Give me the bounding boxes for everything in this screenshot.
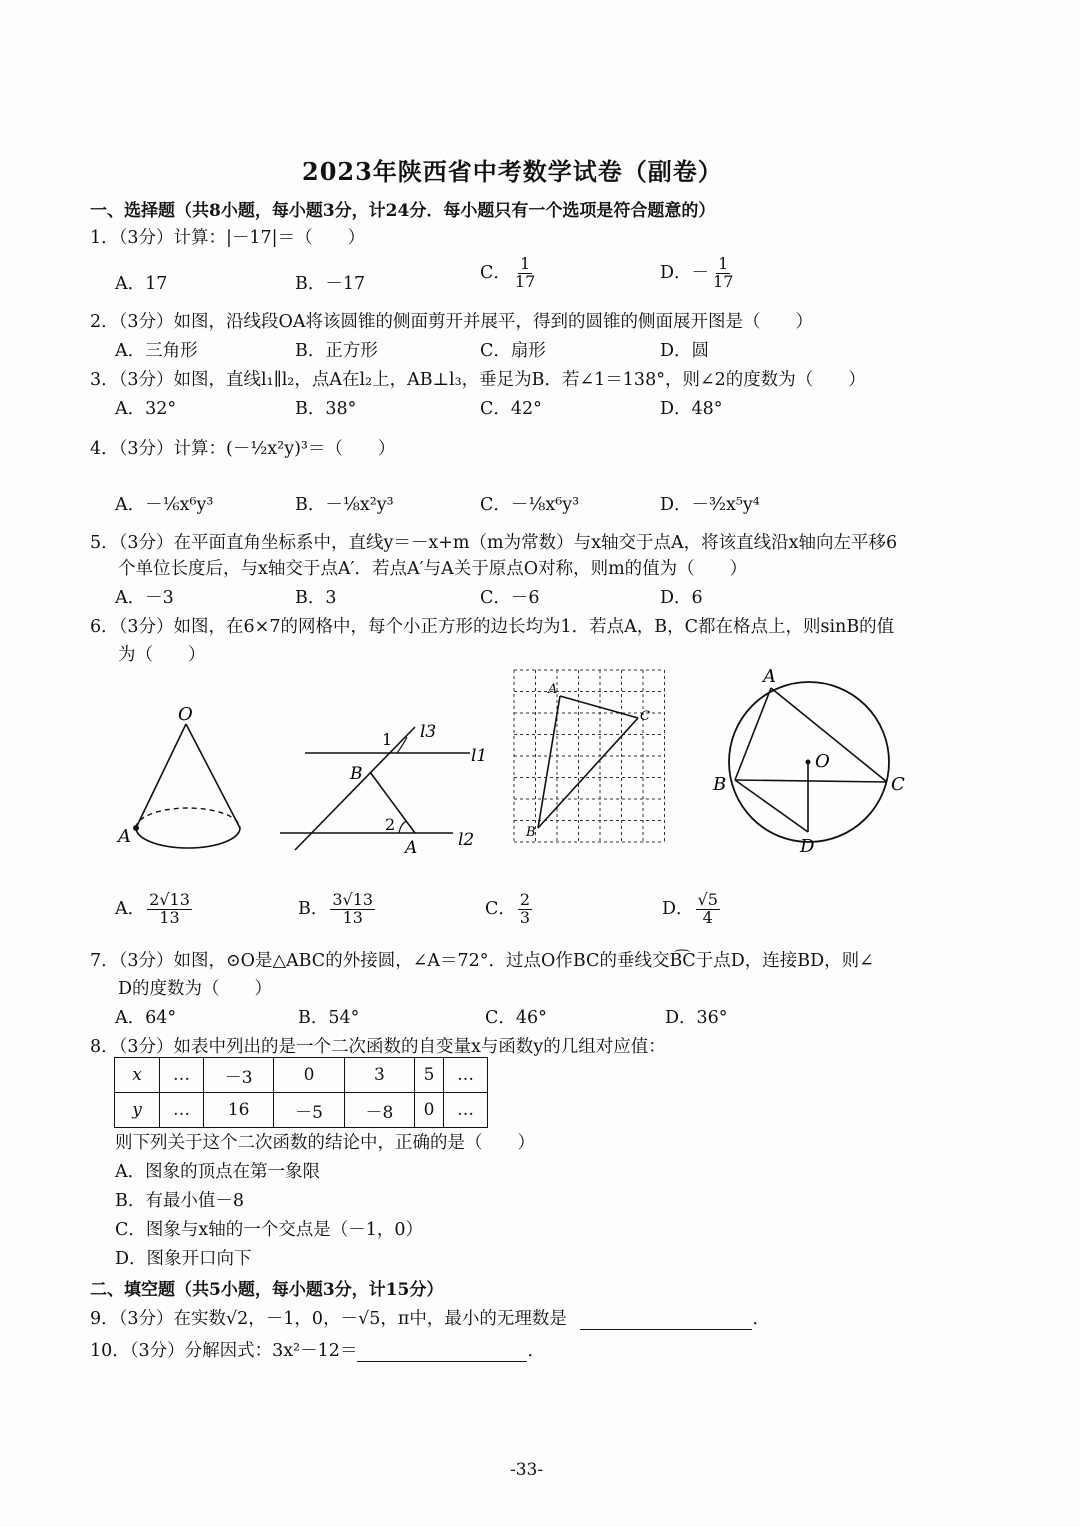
section-1-heading: 一、选择题（共8小题，每小题3分，计24分．每小题只有一个选项是符合题意的） (90, 201, 716, 221)
q6-b-numerator: 3√13 (332, 890, 374, 909)
q1-option-d-label: D．－ (660, 262, 710, 283)
question-6-line-2: 为（ ） (118, 645, 206, 665)
question-7-line-1: 7．（3分）如图，⊙O是△ABC的外接圆，∠A＝72°．过点O作BC的垂线交B͡C于点D，连接BD，则∠ (90, 951, 874, 971)
question-3: 3．（3分）如图，直线l₁∥l₂，点A在l₂上，AB⊥l₃，垂足为B．若∠1＝138°，则∠2的度数为（ ） (90, 370, 866, 390)
q6-d-fraction (696, 892, 720, 927)
page-number: -33- (510, 1460, 544, 1480)
question-5-line-1: 5．（3分）在平面直角坐标系中，直线y＝－x+m（m为常数）与x轴交于点A，将该直线沿x轴向左平移6 (90, 533, 898, 553)
q6-option-b (298, 892, 377, 927)
q6-c-numerator: 2 (519, 890, 531, 909)
table-cell: 16 (203, 1093, 273, 1128)
table-cell: y (115, 1093, 160, 1128)
circle-label-d: D (800, 836, 815, 857)
grid-label-c: C (640, 709, 650, 724)
q2-option-c: C．扇形 (480, 341, 546, 361)
q8-follow-text: 则下列关于这个二次函数的结论中，正确的是（ ） (115, 1133, 535, 1153)
q6-option-a (115, 892, 194, 927)
q1-c-denominator: 17 (514, 271, 536, 291)
q7-option-b: B．54° (298, 1008, 360, 1028)
circle-label-o: O (815, 751, 830, 772)
q1-c-fraction (513, 256, 537, 291)
q6-a-denominator: 13 (159, 907, 180, 927)
circle-label-c: C (891, 774, 905, 795)
q2-option-b: B．正方形 (295, 341, 378, 361)
grid-label-a: A (548, 682, 558, 697)
q8-option-c: C．图象与x轴的一个交点是（－1，0） (115, 1220, 424, 1240)
q6-d-label: D． (662, 898, 694, 919)
q6-d-denominator: 4 (702, 907, 713, 927)
q9-answer-blank[interactable] (580, 1313, 752, 1330)
q9-end: ． (752, 1309, 770, 1329)
grid-label-b: B (526, 825, 536, 840)
q1-d-fraction (711, 256, 735, 291)
q10-end: ． (527, 1341, 545, 1361)
table-cell: … (444, 1058, 488, 1093)
q1-option-a: A．17 (115, 274, 168, 294)
q1-c-numerator: 1 (519, 254, 531, 273)
q4-option-d: D．－³⁄₂x⁵y⁴ (660, 495, 760, 515)
q6-a-fraction (147, 892, 192, 927)
q8-option-a: A．图象的顶点在第一象限 (115, 1162, 321, 1182)
q1-option-c (480, 256, 539, 291)
q9-text: 9．（3分）在实数√2，－1，0，－√5，π中，最小的无理数是 (90, 1309, 567, 1329)
q4-option-a: A．－⅙x⁶y³ (115, 495, 214, 515)
parallel-lines-figure (275, 715, 505, 865)
question-8: 8．（3分）如表中列出的是一个二次函数的自变量x与函数y的几组对应值： (90, 1037, 666, 1057)
q6-option-c (485, 892, 534, 927)
table-cell: … (160, 1093, 204, 1128)
q8-option-d: D．图象开口向下 (115, 1249, 252, 1269)
cone-label-o: O (178, 704, 193, 725)
lines-label-l3: l3 (420, 722, 437, 742)
section-2-heading: 二、填空题（共5小题，每小题3分，计15分） (90, 1280, 444, 1300)
q8-option-b: B．有最小值－8 (115, 1191, 244, 1211)
q2-option-d: D．圆 (660, 341, 710, 361)
table-cell: 0 (415, 1093, 444, 1128)
q7-option-d: D．36° (665, 1008, 728, 1028)
question-4: 4．（3分）计算：(－½x²y)³＝（ ） (90, 439, 396, 459)
table-cell: 3 (344, 1058, 414, 1093)
lines-label-1: 1 (382, 730, 393, 749)
q5-option-c: C．－6 (480, 588, 540, 608)
question-1: 1．（3分）计算：|－17|＝（ ） (90, 228, 366, 248)
q3-option-a: A．32° (115, 399, 177, 419)
q1-d-numerator: 1 (718, 254, 729, 273)
q5-option-d: D．6 (660, 588, 703, 608)
cone-label-a: A (118, 826, 131, 847)
lines-label-l2: l2 (458, 830, 475, 850)
table-cell: 5 (415, 1058, 444, 1093)
circle-label-a: A (763, 666, 776, 687)
table-cell: … (444, 1093, 488, 1128)
table-row-y (115, 1093, 488, 1128)
q4-option-c: C．－⅛x⁶y³ (480, 495, 580, 515)
q1-option-d (660, 256, 737, 291)
q7-option-c: C．46° (485, 1008, 547, 1028)
table-cell: －8 (344, 1093, 414, 1128)
q6-b-label: B． (298, 898, 329, 919)
lines-label-l1: l1 (471, 746, 488, 766)
lines-label-2: 2 (385, 815, 396, 834)
table-cell: 0 (274, 1058, 344, 1093)
q6-c-fraction (518, 892, 532, 927)
cone-figure (110, 700, 260, 860)
page-title: 2023年陕西省中考数学试卷（副卷） (302, 157, 723, 186)
table-cell: －3 (203, 1058, 273, 1093)
grid-figure (510, 668, 665, 853)
lines-label-a: A (405, 838, 418, 858)
table-cell: x (115, 1058, 160, 1093)
q3-option-b: B．38° (295, 399, 357, 419)
q3-option-d: D．48° (660, 399, 723, 419)
question-5-line-2: 个单位长度后，与x轴交于点A′．若点A′与A关于原点O对称，则m的值为（ ） (118, 559, 748, 579)
q4-option-b: B．－⅛x²y³ (295, 495, 394, 515)
circle-figure (705, 660, 920, 860)
lines-label-b: B (350, 764, 363, 784)
q6-b-fraction (330, 892, 375, 927)
question-2: 2．（3分）如图，沿线段OA将该圆锥的侧面剪开并展平，得到的圆锥的侧面展开图是（ ） (90, 312, 813, 332)
q1-option-c-label: C． (480, 262, 511, 283)
question-9 (90, 1305, 770, 1330)
q5-option-a: A．－3 (115, 588, 174, 608)
question-10 (90, 1337, 545, 1362)
q6-d-numerator: √5 (697, 890, 718, 909)
q3-option-c: C．42° (480, 399, 542, 419)
q6-c-denominator: 3 (519, 907, 531, 927)
table-cell: … (160, 1058, 204, 1093)
q1-option-b: B．－17 (295, 274, 366, 294)
q6-a-label: A． (115, 898, 146, 919)
q10-answer-blank[interactable] (357, 1345, 527, 1362)
circle-label-b: B (713, 774, 727, 795)
q8-value-table (114, 1057, 488, 1128)
q7-option-a: A．64° (115, 1008, 177, 1028)
q6-c-label: C． (485, 898, 516, 919)
q5-option-b: B．3 (295, 588, 337, 608)
q2-option-a: A．三角形 (115, 341, 198, 361)
question-7-line-2: D的度数为（ ） (118, 979, 273, 999)
q6-b-denominator: 13 (342, 907, 363, 927)
q6-option-d (662, 892, 722, 927)
q1-d-denominator: 17 (713, 271, 734, 291)
question-6-line-1: 6．（3分）如图，在6×7的网格中，每个小正方形的边长均为1．若点A，B，C都在格点上，则sinB的值 (90, 617, 895, 637)
q10-text: 10．（3分）分解因式：3x²－12＝ (90, 1341, 358, 1361)
table-row-x (115, 1058, 488, 1093)
table-cell: －5 (274, 1093, 344, 1128)
q6-a-numerator: 2√13 (149, 890, 190, 909)
